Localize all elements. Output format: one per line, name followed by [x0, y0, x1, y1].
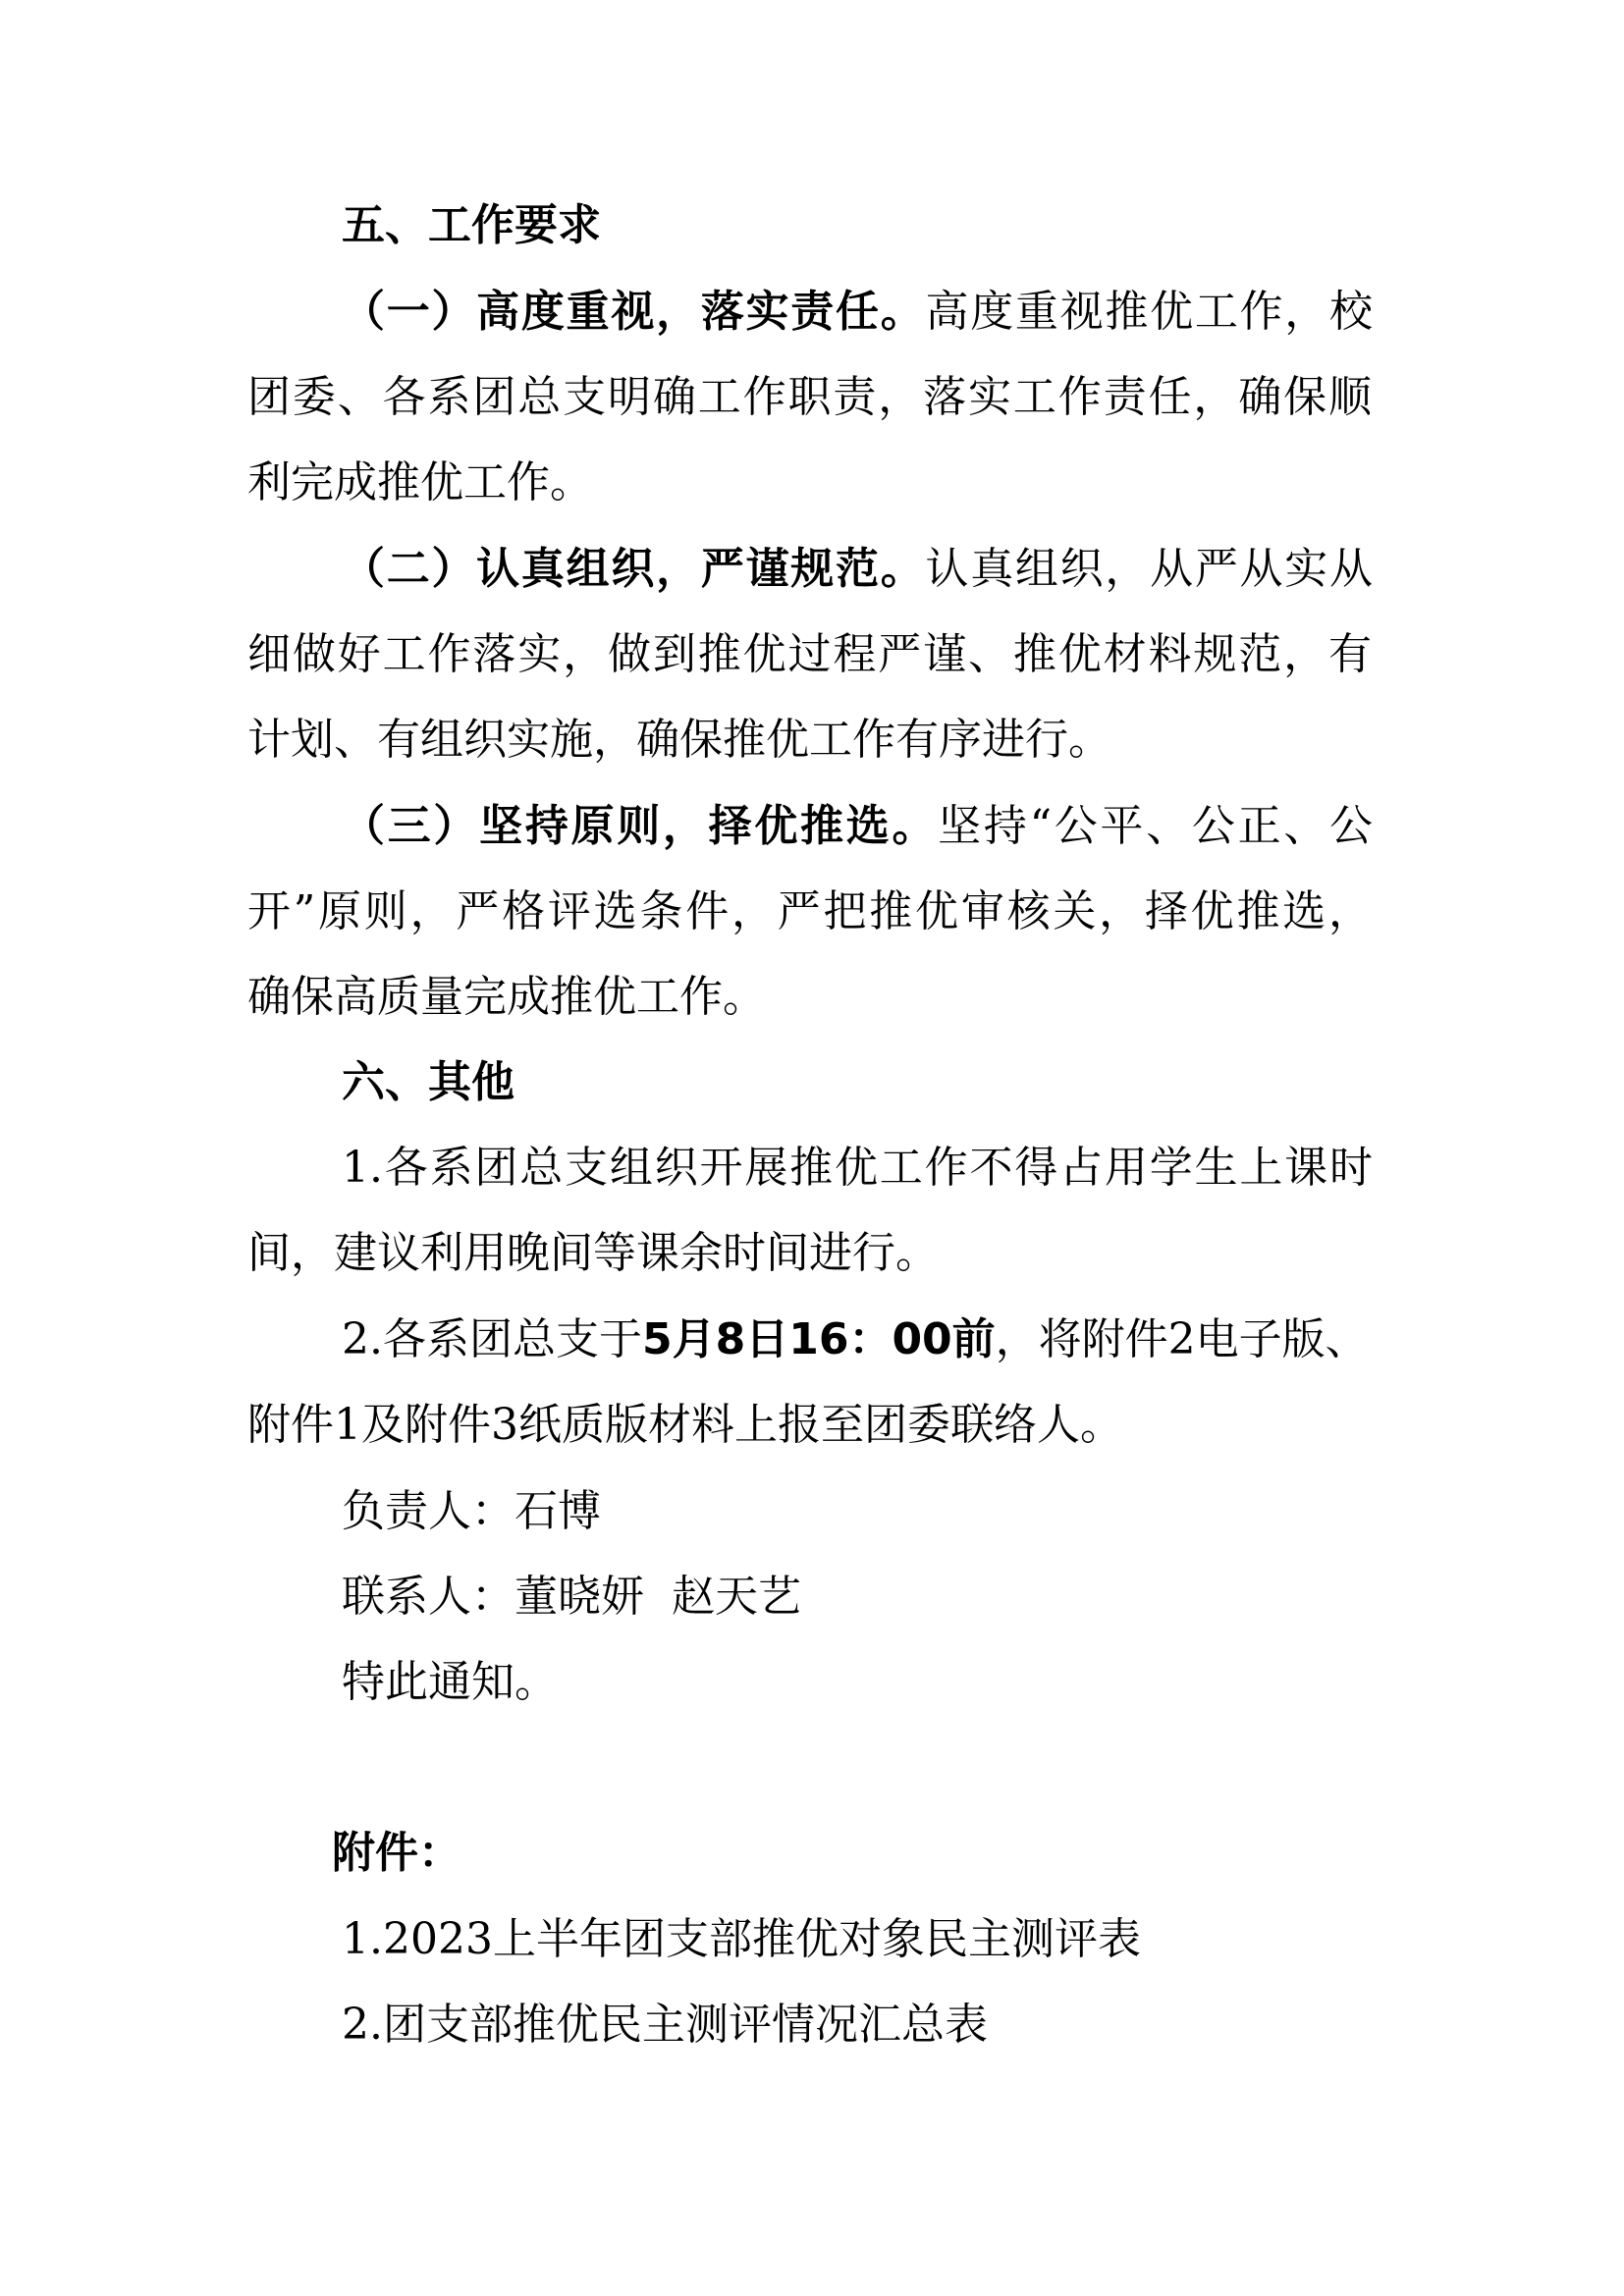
paragraph-5-1-line-2: 团委、各系团总支明确工作职责，落实工作责任，确保顺: [247, 372, 1372, 422]
paragraph-5-1-lead: （一）高度重视，落实责任。: [342, 287, 926, 337]
paragraph-6-2-line-2: 附件1及附件3纸质版材料上报至团委联络人。: [247, 1400, 1123, 1450]
paragraph-6-2-post: ，将附件2电子版、: [995, 1314, 1369, 1364]
deadline-text: 5月8日16：00前: [641, 1314, 996, 1364]
paragraph-5-3-line-1: [342, 797, 1373, 856]
contact-person: 联系人：董晓妍 赵天艺: [342, 1572, 801, 1622]
paragraph-5-3-line-3: 确保高质量完成推优工作。: [247, 972, 766, 1022]
paragraph-6-2-line-1: [342, 1310, 1471, 1369]
attachment-item-2: 2.团支部推优民主测评情况汇总表: [342, 2000, 988, 2050]
paragraph-5-3-line-2: 开”原则，严格评选条件，严把推优审核关，择优推选，: [247, 886, 1372, 936]
paragraph-6-1-line-2: 间，建议利用晚间等课余时间进行。: [247, 1228, 939, 1278]
paragraph-5-2-line-1: [342, 540, 1373, 599]
paragraph-5-3-lead: （三）坚持原则，择优推选。: [342, 801, 939, 851]
section-heading-6: 六、其他: [342, 1057, 514, 1107]
paragraph-5-2-line-3: 计划、有组织实施，确保推优工作有序进行。: [247, 715, 1111, 765]
paragraph-5-1-text: 高度重视推优工作，校: [925, 287, 1373, 337]
paragraph-5-1-line-3: 利完成推优工作。: [247, 457, 593, 507]
paragraph-6-2-pre: 2.各系团总支于: [342, 1314, 642, 1364]
paragraph-5-2-text: 认真组织，从严从实从: [925, 544, 1373, 594]
attachment-item-1: 1.2023上半年团支部推优对象民主测评表: [342, 1914, 1141, 1964]
responsible-person: 负责人：石博: [342, 1486, 601, 1536]
attachments-heading: 附件：: [332, 1828, 461, 1878]
paragraph-5-1-line-1: [342, 283, 1373, 342]
section-heading-5: 五、工作要求: [342, 200, 601, 250]
closing-text: 特此通知。: [342, 1657, 558, 1707]
paragraph-6-1-line-1: 1.各系团总支组织开展推优工作不得占用学生上课时: [342, 1143, 1373, 1193]
paragraph-5-2-line-2: 细做好工作落实，做到推优过程严谨、推优材料规范，有: [247, 629, 1372, 679]
paragraph-5-3-text: 坚持“公平、公正、公: [938, 801, 1373, 851]
paragraph-5-2-lead: （二）认真组织，严谨规范。: [342, 544, 926, 594]
